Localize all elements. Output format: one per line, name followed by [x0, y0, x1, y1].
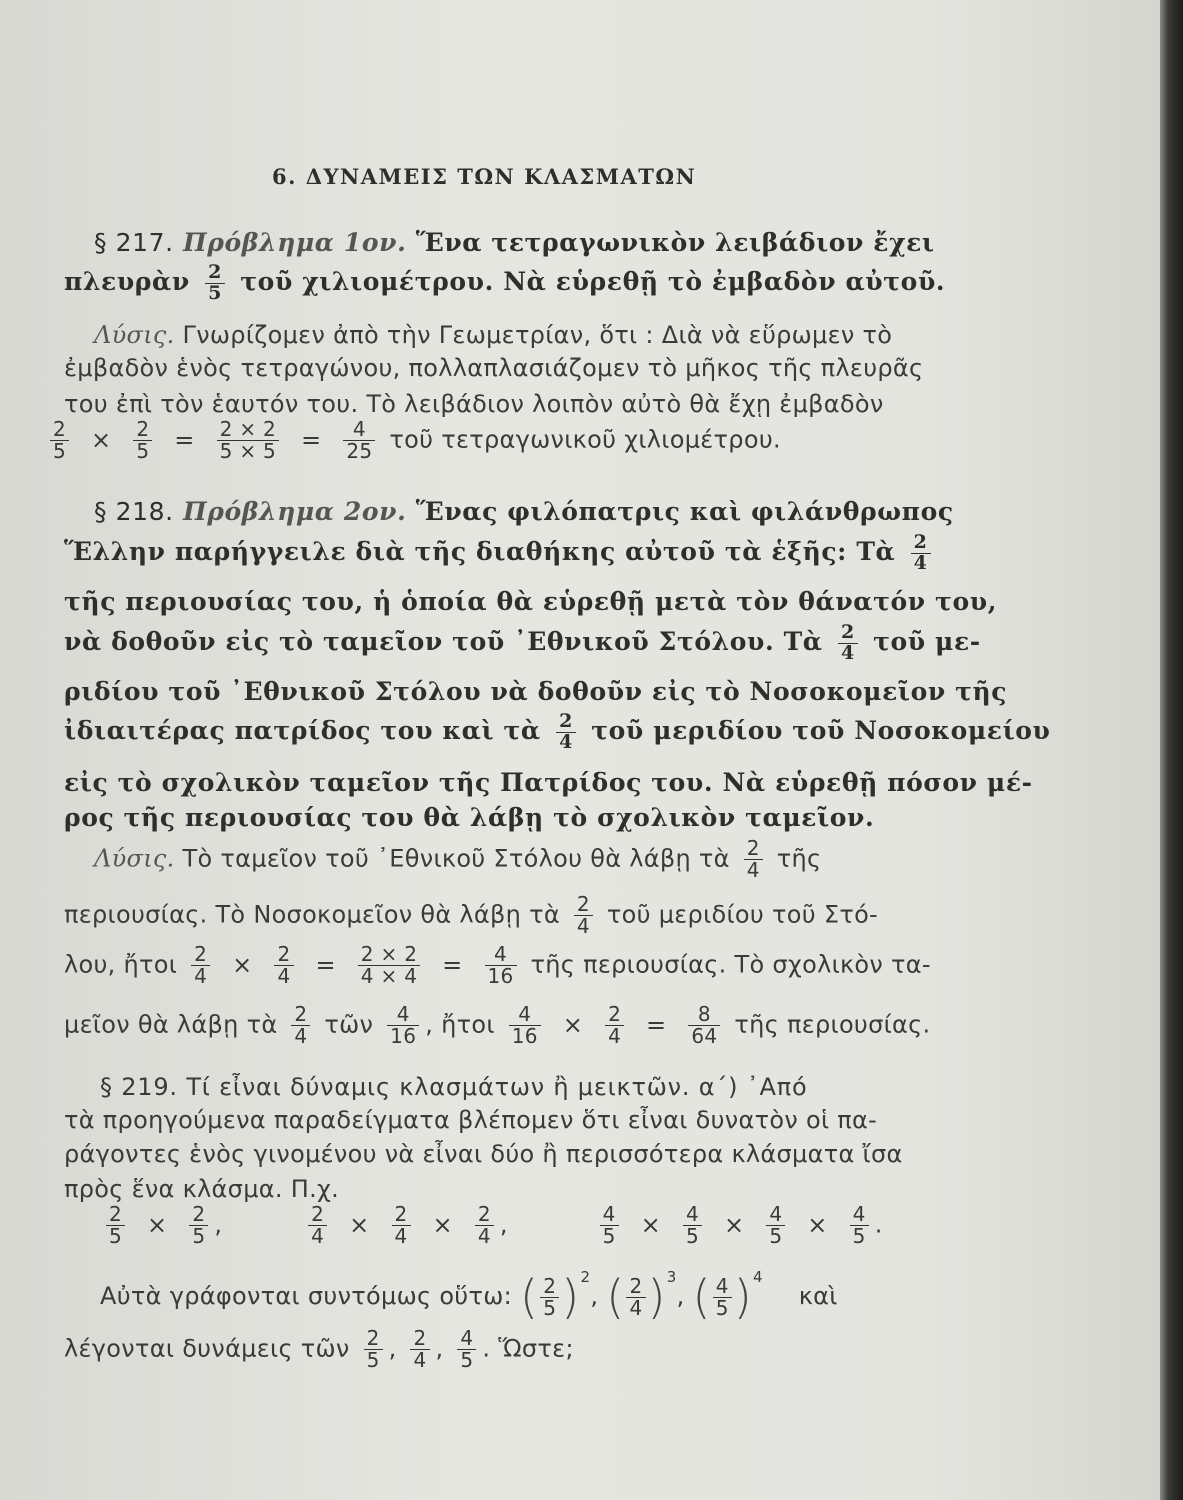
fraction: $\frac{4}{5}$: [850, 1204, 869, 1247]
p218-number: § 218.: [94, 497, 174, 526]
fraction: $\frac{2}{4}$: [605, 1004, 624, 1047]
period: .: [874, 1210, 883, 1239]
fraction: $\frac{2}{4}$: [308, 1204, 327, 1247]
fraction: $\frac{4}{25}$: [343, 419, 375, 462]
fraction: $\frac{4}{16}$: [387, 1004, 419, 1047]
fraction: $\frac{8}{64}$: [688, 1004, 720, 1047]
fraction: $\frac{2}{4}$: [291, 1004, 310, 1047]
period: .: [482, 1334, 491, 1363]
p217-line-2: [64, 263, 945, 304]
comma: ,: [388, 1334, 397, 1363]
p218-solution-line-2: [64, 894, 878, 937]
p217-text: τοῦ χιλιομέτρου. Νὰ εὑρεθῇ τὸ ἐμβαδὸν αὐτοῦ.: [240, 266, 946, 296]
fraction: $\frac{4}{16}$: [509, 1004, 541, 1047]
p218-line-5: ριδίου τοῦ ᾿Εθνικοῦ Στόλου νὰ δοθοῦν εἰς τὸ Νοσοκομεῖον τῆς: [64, 677, 1008, 706]
p217-solution-text: Γνωρίζομεν ἀπὸ τὴν Γεωμετρίαν, ὅτι : Διὰ νὰ εὕρωμεν τὸ: [182, 321, 893, 349]
equals-sign: =: [442, 950, 463, 979]
section-heading: 6. ΔΥΝΑΜΕΙΣ ΤΩΝ ΚΛΑΣΜΑΤΩΝ: [272, 164, 697, 189]
fraction: $\frac{2}{5}$: [364, 1328, 383, 1371]
p219-line-4: πρὸς ἕνα κλάσμα. Π.χ.: [64, 1175, 340, 1203]
p218-solution-text: μεῖον θὰ λάβῃ τὰ: [64, 1010, 278, 1039]
p218-solution-text: τῆς περιουσίας. Τὸ σχολικὸν τα-: [530, 950, 931, 979]
p219-powers-line: [100, 1268, 838, 1324]
p219-text: Τί εἶναι δύναμις κλασμάτων ἢ μεικτῶν. α΄) ᾿Από: [186, 1073, 808, 1101]
times-sign: ×: [562, 1010, 584, 1039]
fraction: $\frac{2}{4}$: [475, 1204, 494, 1247]
fraction: $\frac{4}{5}$: [766, 1204, 785, 1247]
paren: (: [519, 1270, 539, 1324]
paren: (: [692, 1270, 711, 1324]
p218-solution-text: λου, ἤτοι: [64, 950, 178, 979]
times-sign: ×: [146, 1210, 168, 1239]
fraction: $\frac{2}{5}$: [106, 1204, 125, 1247]
equals-sign: =: [315, 950, 336, 979]
p218-solution-text: τοῦ μεριδίου τοῦ Στό-: [606, 900, 879, 929]
p218-text: Ἕλλην παρήγγειλε διὰ τῆς διαθήκης αὐτοῦ τὰ ἑξῆς: Τὰ: [64, 536, 896, 566]
exponent: 2: [580, 1268, 591, 1286]
p218-line-4: [64, 623, 981, 664]
p219-last-line: [64, 1328, 574, 1371]
p217-text: Ἕνα τετραγωνικὸν λειβάδιον ἔχει: [415, 228, 935, 257]
paren: ): [647, 1270, 666, 1324]
p218-line-8: ρος τῆς περιουσίας του θὰ λάβῃ τὸ σχολικὸν ταμεῖον.: [64, 803, 875, 832]
p217-solution-line-3: του ἐπὶ τὸν ἑαυτόν του. Τὸ λειβάδιον λοιπὸν αὐτὸ θὰ ἔχῃ ἐμβαδὸν: [64, 390, 884, 418]
fraction: $\frac{4}{5}$: [600, 1204, 619, 1247]
fraction: $\frac{4}{16}$: [485, 944, 517, 987]
fraction: $\frac{4}{5}$: [713, 1276, 732, 1319]
equals-sign: =: [174, 425, 195, 454]
fraction: $\frac{2}{5}$: [50, 419, 69, 462]
solution-tag: Λύσις.: [94, 844, 175, 873]
p218-solution-line-3: [64, 944, 931, 987]
p219-examples: [100, 1204, 883, 1247]
p217-equation: [44, 419, 781, 462]
p219-text: Αὐτὰ γράφονται συντόμως οὕτω:: [100, 1282, 513, 1310]
fraction: $\frac{2}{4}$: [410, 1328, 429, 1371]
fraction: $\frac{2}{4}$: [626, 1276, 645, 1319]
comma: ,: [590, 1282, 599, 1310]
fraction: $\frac{4}{5}$: [457, 1328, 476, 1371]
times-sign: ×: [807, 1210, 828, 1239]
fraction: $\frac{2}{5}$: [205, 263, 225, 304]
comma: ,: [499, 1210, 508, 1239]
p218-line-7: εἰς τὸ σχολικὸν ταμεῖον τῆς Πατρίδος του. Νὰ εὑρεθῇ πόσον μέ-: [64, 768, 1033, 797]
fraction: $\frac{2}{4}$: [744, 838, 763, 881]
p218-solution-text: τῆς περιουσίας.: [734, 1010, 931, 1039]
p218-solution-text: , ἤτοι: [425, 1010, 495, 1039]
comma: ,: [676, 1282, 685, 1310]
fraction: $\frac{2}{5}$: [133, 419, 152, 462]
p219-text: λέγονται δυνάμεις τῶν: [64, 1334, 350, 1363]
fraction: $\frac{2}{5}$: [540, 1276, 559, 1319]
p219-text: Ὥστε;: [498, 1334, 574, 1363]
times-sign: ×: [349, 1210, 370, 1239]
p218-line-3: τῆς περιουσίας του, ἡ ὁποία θὰ εὑρεθῇ μετὰ τὸν θάνατόν του,: [64, 587, 998, 616]
paren: ): [733, 1270, 752, 1324]
comma: ,: [435, 1334, 444, 1363]
solution-tag: Λύσις.: [94, 321, 175, 349]
p218-line-1: [94, 497, 954, 526]
fraction: $\frac{2}{4}$: [574, 894, 593, 937]
equals-sign: =: [301, 425, 322, 454]
p218-text: Ἕνας φιλόπατρις καὶ φιλάνθρωπος: [415, 497, 954, 526]
p217-line-1: [94, 228, 935, 257]
times-sign: ×: [232, 950, 253, 979]
p218-solution-line-1: [94, 838, 821, 881]
p219-line-2: τὰ προηγούμενα παραδείγματα βλέπομεν ὅτι εἶναι δυνατὸν οἱ πα-: [64, 1106, 878, 1134]
p218-solution-text: τῶν: [324, 1010, 374, 1039]
fraction: $\frac{2}{4}$: [392, 1204, 411, 1247]
p218-text: ἰδιαιτέρας πατρίδος του καὶ τὰ: [64, 715, 541, 745]
p218-solution-line-4: [64, 1004, 930, 1047]
comma: ,: [214, 1210, 223, 1239]
fraction: $\frac{2 \times 2}{5 \times 5}$: [217, 419, 279, 462]
p217-solution-text: τοῦ τετραγωνικοῦ χιλιομέτρου.: [389, 425, 781, 454]
p217-solution-line-2: ἐμβαδὸν ἑνὸς τετραγώνου, πολλαπλασιάζομεν τὸ μῆκος τῆς πλευρᾶς: [64, 354, 924, 382]
fraction: $\frac{2 \times 2}{4 \times 4}$: [358, 944, 420, 987]
p218-text: τοῦ μεριδίου τοῦ Νοσοκομείου: [591, 715, 1051, 745]
p218-line-6: [64, 712, 1051, 753]
p217-problem-tag: Πρόβλημα 1ον.: [183, 228, 407, 257]
p219-number: § 219.: [100, 1073, 178, 1101]
paren: (: [606, 1270, 625, 1324]
p218-text: τοῦ με-: [873, 626, 981, 656]
paren: ): [561, 1270, 580, 1324]
page-edge-shadow: [1160, 0, 1183, 1500]
fraction: $\frac{2}{4}$: [911, 533, 931, 574]
times-sign: ×: [723, 1210, 745, 1239]
fraction: $\frac{4}{5}$: [683, 1204, 702, 1247]
exponent: 4: [753, 1268, 763, 1286]
times-sign: ×: [90, 425, 112, 454]
p218-problem-tag: Πρόβλημα 2ον.: [183, 497, 407, 526]
p218-text: νὰ δοθοῦν εἰς τὸ ταμεῖον τοῦ ᾿Εθνικοῦ Στόλου. Τὰ: [64, 626, 823, 656]
fraction: $\frac{2}{4}$: [191, 944, 210, 987]
p219-text: καὶ: [798, 1282, 838, 1310]
p218-solution-text: Τὸ ταμεῖον τοῦ ᾿Εθνικοῦ Στόλου θὰ λάβῃ τὰ: [182, 844, 730, 873]
p217-solution-line-1: [94, 321, 892, 349]
times-sign: ×: [640, 1210, 662, 1239]
p219-line-3: ράγοντες ἑνὸς γινομένου νὰ εἶναι δύο ἢ περισσότερα κλάσματα ἴσα: [64, 1140, 903, 1168]
p217-number: § 217.: [94, 228, 174, 257]
fraction: $\frac{2}{5}$: [189, 1204, 208, 1247]
p219-line-1: [100, 1073, 807, 1101]
p218-line-2: [64, 533, 937, 574]
fraction: $\frac{2}{4}$: [274, 944, 293, 987]
fraction: $\frac{2}{4}$: [556, 712, 576, 753]
times-sign: ×: [432, 1210, 453, 1239]
p218-solution-text: περιουσίας. Τὸ Νοσοκομεῖον θὰ λάβῃ τὰ: [64, 900, 560, 929]
fraction: $\frac{2}{4}$: [838, 623, 858, 664]
p218-solution-text: τῆς: [776, 844, 822, 873]
equals-sign: =: [646, 1010, 667, 1039]
exponent: 3: [666, 1268, 677, 1286]
p217-text: πλευρὰν: [64, 266, 190, 296]
